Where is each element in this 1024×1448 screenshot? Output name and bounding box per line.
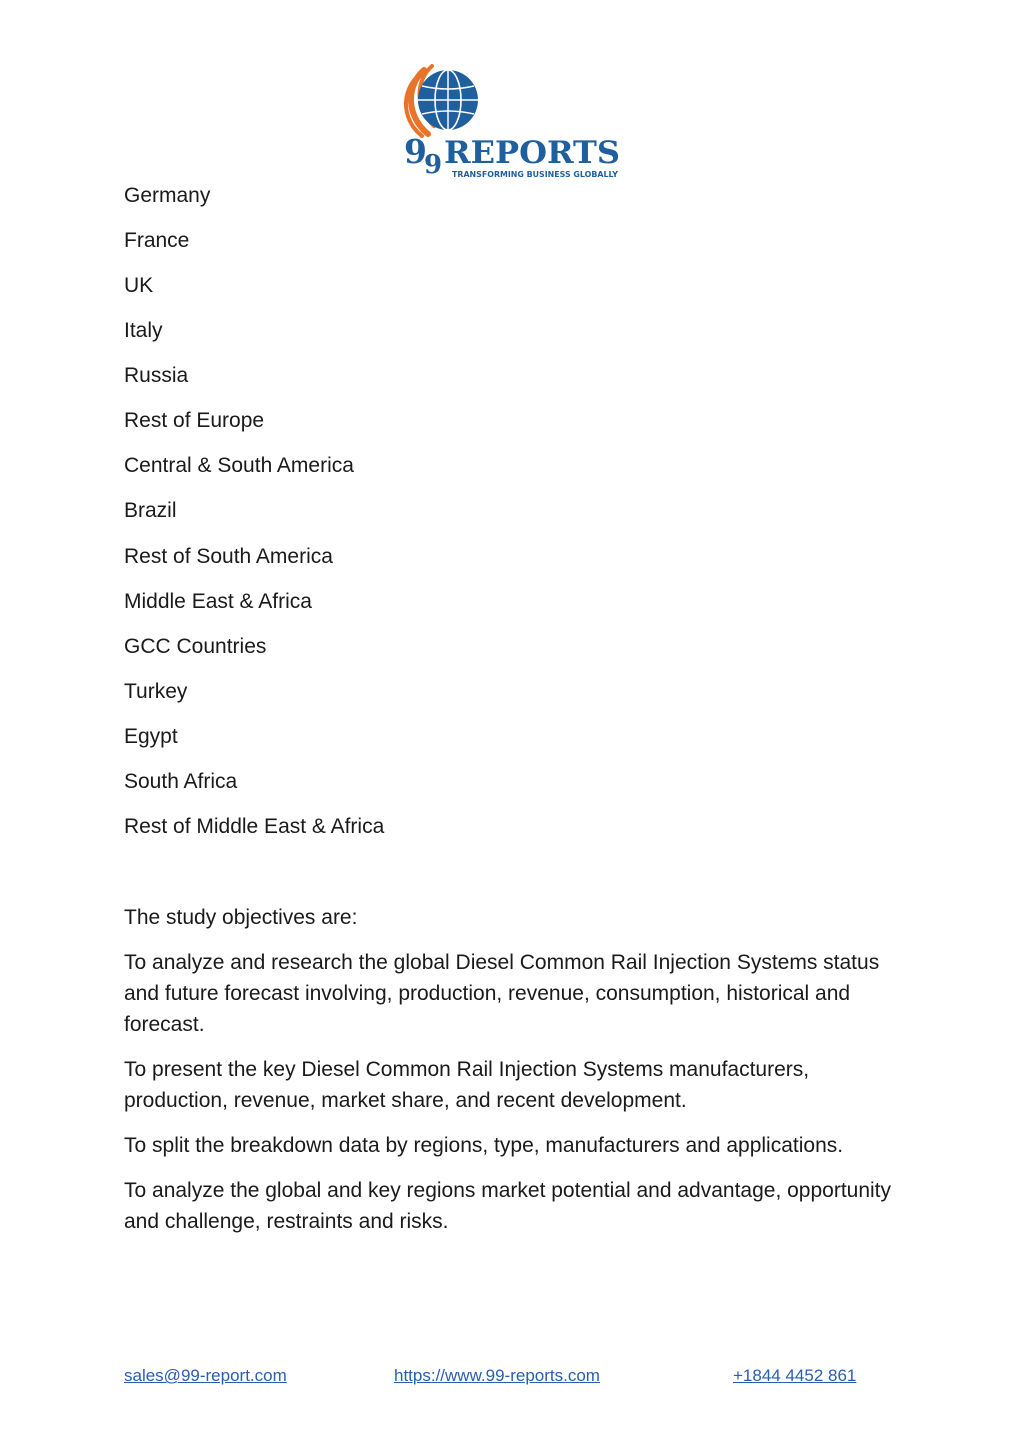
region-item: GCC Countries — [124, 634, 267, 658]
region-item: Rest of Middle East & Africa — [124, 814, 385, 838]
region-item: Brazil — [124, 499, 177, 523]
region-item: Italy — [124, 319, 163, 343]
objectives-heading: The study objectives are: — [124, 906, 358, 929]
objective-paragraph: To present the key Diesel Common Rail Injection Systems manufacturers, production, revenue, market share, and recent development. — [124, 1058, 810, 1112]
objective-paragraph: To split the breakdown data by regions, type, manufacturers and applications. — [124, 1134, 844, 1157]
company-logo — [402, 60, 624, 184]
region-item: Middle East & Africa — [124, 589, 312, 613]
region-item: Russia — [124, 364, 189, 388]
logo-brand-digit: 9 — [404, 132, 427, 171]
region-item: France — [124, 229, 190, 253]
region-item: Egypt — [124, 724, 178, 748]
region-item: Germany — [124, 184, 211, 207]
region-list — [124, 181, 384, 857]
email-link[interactable]: sales@99-report.com — [124, 1366, 287, 1385]
page-footer — [0, 1364, 1024, 1388]
region-item: Rest of Europe — [124, 409, 265, 433]
objective-paragraph: To analyze and research the global Diesel Common Rail Injection Systems status and future forecast involving, production, revenue, consumption, historical and forecast. — [124, 951, 880, 1036]
objective-paragraph: To analyze the global and key regions market potential and advantage, opportunity and challenge, restraints and risks. — [124, 1179, 892, 1233]
phone-link[interactable]: +1844 4452 861 — [733, 1366, 857, 1385]
study-objectives-section — [124, 902, 914, 1251]
region-item: Central & South America — [124, 454, 354, 478]
logo-brand-name: REPORTS — [444, 135, 620, 171]
region-item: UK — [124, 274, 154, 298]
region-item: Rest of South America — [124, 544, 333, 568]
logo-brand-subscript: 9 — [424, 150, 443, 180]
website-link[interactable]: https://www.99-reports.com — [394, 1366, 600, 1385]
region-item: South Africa — [124, 769, 238, 793]
region-item: Turkey — [124, 679, 188, 703]
logo-tagline: TRANSFORMING BUSINESS GLOBALLY — [452, 170, 619, 179]
